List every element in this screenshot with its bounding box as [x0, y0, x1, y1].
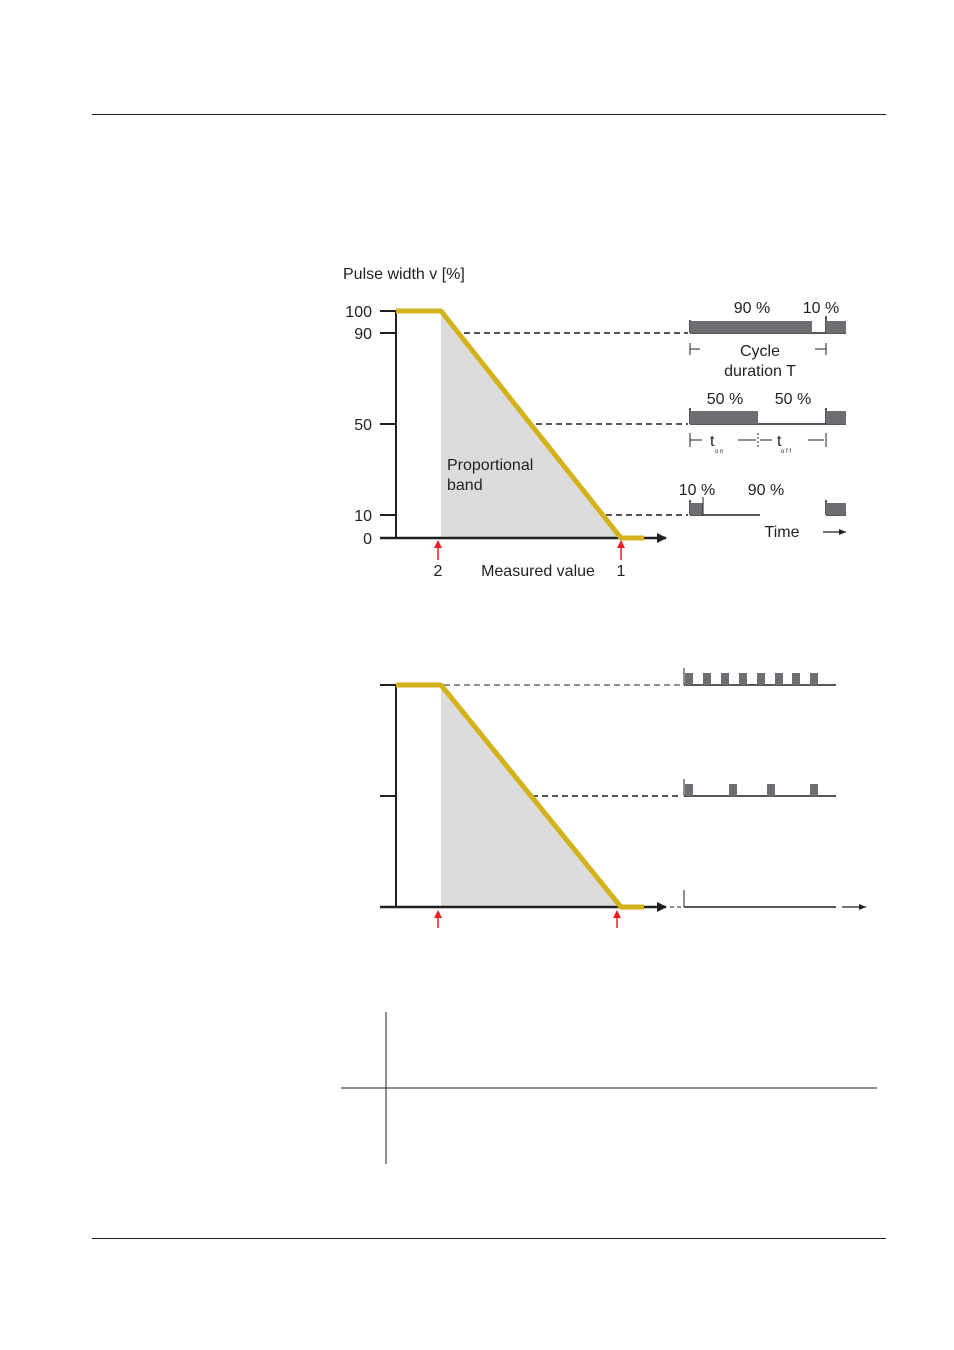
marker-2-label: 2	[433, 563, 443, 580]
pulse-10-off-label: 90 %	[747, 482, 785, 499]
band-label-line1: Proportional	[447, 457, 534, 474]
marker-1-arrow-lower	[613, 910, 621, 928]
pulse-width-diagram	[343, 266, 846, 580]
cycle-label-line2: duration T	[724, 363, 796, 380]
y-tick-label-90: 90	[354, 326, 372, 343]
pulse-train-zero	[684, 890, 836, 907]
pulse-90-off-label: 10 %	[802, 300, 840, 317]
t-on-subscript: o n	[715, 449, 724, 455]
y-axis-label: Pulse width v [%]	[343, 266, 465, 283]
marker-2-arrow	[434, 540, 442, 560]
marker-1-arrow	[617, 540, 625, 560]
pulse-train-90	[690, 316, 846, 333]
pulse-train-high-frequency	[684, 668, 836, 685]
t-off-symbol: t	[777, 433, 782, 450]
pulse-frequency-diagram	[380, 668, 866, 928]
t-on-symbol: t	[710, 433, 715, 450]
table-frame	[341, 1012, 877, 1164]
time-label: Time	[764, 524, 800, 541]
pulse-50-on-label: 50 %	[706, 391, 744, 408]
pulse-50-off-label: 50 %	[774, 391, 812, 408]
pulse-train-10	[690, 497, 846, 515]
y-tick-label-10: 10	[354, 508, 372, 525]
y-tick-label-50: 50	[354, 417, 372, 434]
band-label-line2: band	[447, 477, 483, 494]
pulse-train-50	[690, 408, 846, 424]
t-off-subscript: o f f	[781, 449, 792, 455]
y-tick-label-0: 0	[363, 531, 372, 548]
x-axis-label: Measured value	[481, 563, 595, 580]
pulse-90-on-label: 90 %	[733, 300, 771, 317]
pulse-train-medium-frequency	[684, 779, 836, 796]
y-tick-label-100: 100	[345, 304, 372, 321]
marker-2-arrow-lower	[434, 910, 442, 928]
marker-1-label: 1	[616, 563, 626, 580]
pulse-10-on-label: 10 %	[678, 482, 716, 499]
cycle-label-line1: Cycle	[739, 343, 781, 360]
